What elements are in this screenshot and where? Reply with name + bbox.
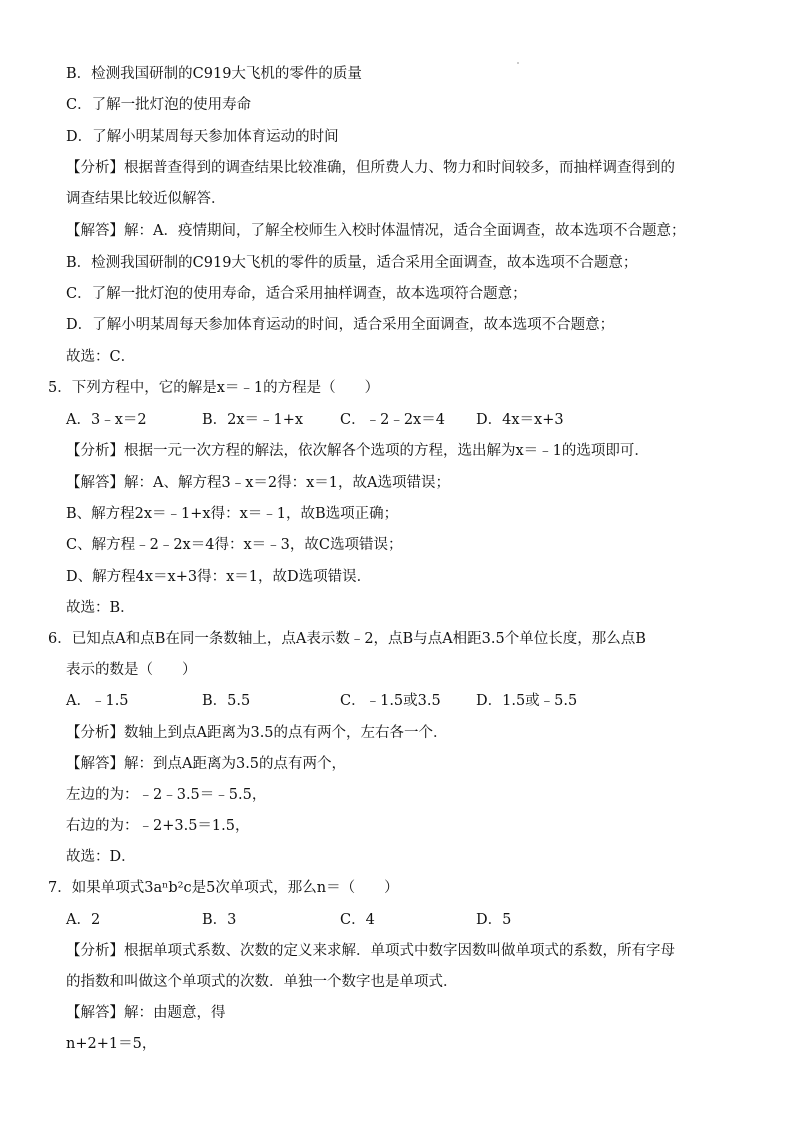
question-5: 5．下列方程中，它的解是x＝﹣1的方程是（ ） [48, 380, 380, 396]
analysis-q7-line2: 的指数和叫做这个单项式的次数．单独一个数字也是单项式． [66, 974, 458, 990]
answer-q6-line1: 【解答】解：到点A距离为3.5的点有两个， [66, 756, 347, 772]
answer-q7-line1: 【解答】解：由题意，得 [66, 1005, 226, 1021]
answer-q5-line4: D、解方程4x＝x+3得：x＝1，故D选项错误． [66, 569, 372, 585]
q5-option-b: B．2x＝﹣1+x [202, 412, 304, 428]
option-c-q4: C．了解一批灯泡的使用寿命 [66, 97, 252, 113]
q7-option-c: C．4 [340, 912, 375, 928]
analysis-q4-line1: 【分析】根据普查得到的调查结果比较准确，但所费人力、物力和时间较多，而抽样调查得到的 [66, 160, 675, 176]
option-d-q4: D．了解小明某周每天参加体育运动的时间 [66, 129, 339, 145]
choice-q5: 故选：B． [66, 600, 135, 616]
answer-q4-line2: B．检测我国研制的C919大飞机的零件的质量，适合采用全面调查，故本选项不合题意； [66, 255, 638, 271]
analysis-q5: 【分析】根据一元一次方程的解法，依次解各个选项的方程，选出解为x＝﹣1的选项即可． [66, 443, 649, 459]
answer-q6-line3: 右边的为：﹣2+3.5＝1.5， [66, 818, 250, 834]
choice-q6: 故选：D． [66, 849, 136, 865]
q7-option-a: A．2 [66, 912, 101, 928]
option-b-q4: B．检测我国研制的C919大飞机的零件的质量 [66, 66, 362, 82]
q7-option-d: D．5 [476, 912, 512, 928]
q6-option-c: C．﹣1.5或3.5 [340, 693, 441, 709]
question-7: 7．如果单项式3aⁿb²c是5次单项式，那么n＝（ ） [48, 880, 399, 896]
answer-q7-line2: n+2+1＝5， [66, 1036, 157, 1052]
q5-option-c: C．﹣2﹣2x＝4 [340, 412, 445, 428]
answer-q5-line1: 【解答】解：A、解方程3﹣x＝2得：x＝1，故A选项错误； [66, 475, 450, 491]
answer-q5-line2: B、解方程2x＝﹣1+x得：x＝﹣1，故B选项正确； [66, 506, 399, 522]
answer-q4-line4: D．了解小明某周每天参加体育运动的时间，适合采用全面调查，故本选项不合题意； [66, 317, 615, 333]
answer-q6-line2: 左边的为：﹣2﹣3.5＝﹣5.5， [66, 787, 267, 803]
answer-q4-line3: C．了解一批灯泡的使用寿命，适合采用抽样调查，故本选项符合题意； [66, 286, 527, 302]
q6-option-b: B．5.5 [202, 693, 251, 709]
q6-option-a: A．﹣1.5 [66, 693, 129, 709]
q5-option-a: A．3﹣x＝2 [66, 412, 147, 428]
analysis-q4-line2: 调查结果比较近似解答． [66, 191, 226, 207]
answer-q4-line1: 【解答】解：A．疫情期间，了解全校师生入校时体温情况，适合全面调查，故本选项不合题意； [66, 223, 686, 239]
answer-q5-line3: C、解方程﹣2﹣2x＝4得：x＝﹣3，故C选项错误； [66, 537, 403, 553]
analysis-q6: 【分析】数轴上到点A距离为3.5的点有两个，左右各一个． [66, 725, 448, 741]
q7-option-b: B．3 [202, 912, 237, 928]
choice-q4: 故选：C． [66, 349, 136, 365]
analysis-q7-line1: 【分析】根据单项式系数、次数的定义来求解．单项式中数字因数叫做单项式的系数，所有字母 [66, 943, 675, 959]
q5-option-d: D．4x＝x+3 [476, 412, 564, 428]
question-6-cont: 表示的数是（ ） [66, 662, 197, 678]
question-6: 6．已知点A和点B在同一条数轴上，点A表示数﹣2，点B与点A相距3.5个单位长度，那么点B [48, 631, 646, 647]
q6-option-d: D．1.5或﹣5.5 [476, 693, 578, 709]
